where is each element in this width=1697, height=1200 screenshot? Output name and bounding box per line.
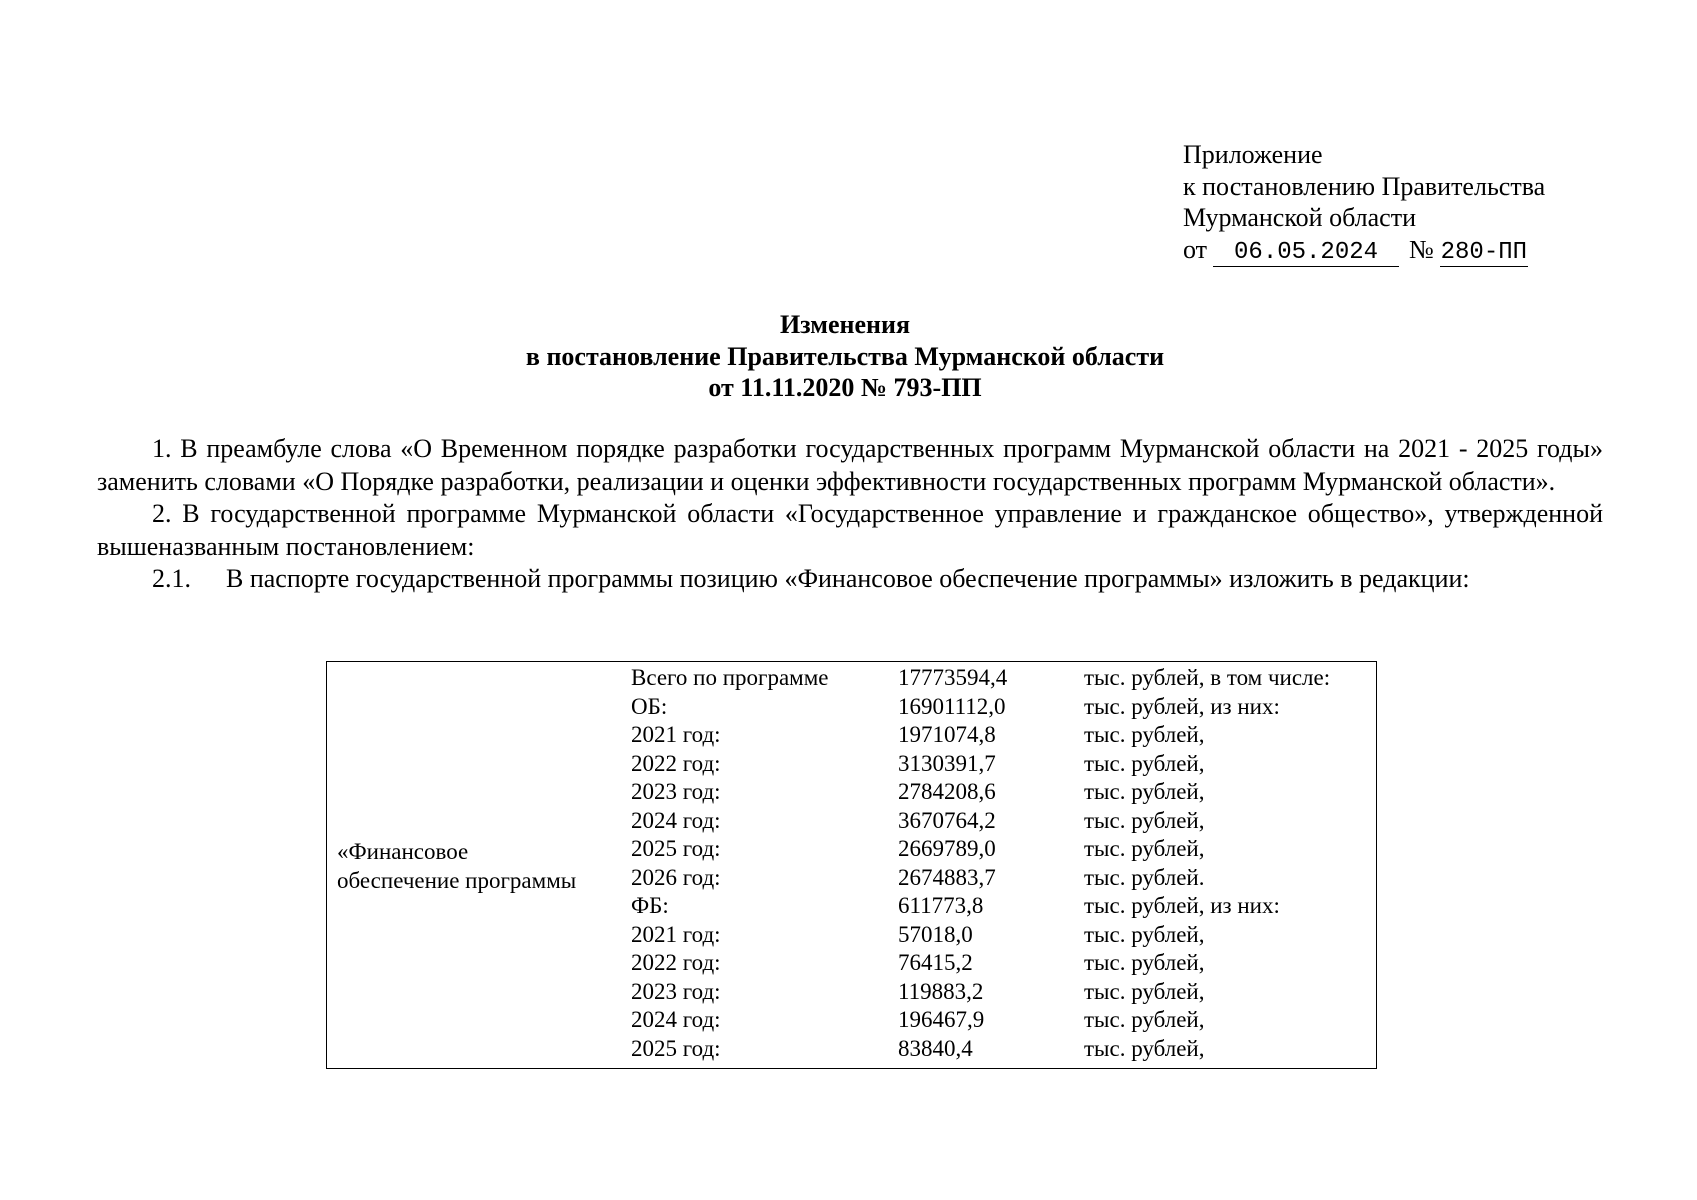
title-line-1: Изменения: [779, 310, 911, 339]
paragraph-2-1-text: В паспорте государственной программы позицию «Финансовое обеспечение программы» изложить в редакции:: [226, 564, 1470, 593]
approval-number: 280-ПП: [1440, 238, 1528, 266]
paragraph-2-1: [97, 563, 1603, 596]
row-value: 611773,8: [898, 893, 984, 918]
row-value: 196467,9: [898, 1007, 985, 1032]
row-value: 3670764,2: [898, 807, 996, 833]
approval-line-3: Мурманской области: [1183, 203, 1416, 232]
row-unit: тыс. рублей,: [1084, 978, 1205, 1004]
row-unit: тыс. рублей,: [1084, 836, 1205, 861]
row-label: 2026 год:: [631, 864, 721, 890]
approval-line-2: к постановлению Правительства: [1183, 171, 1546, 201]
table-row: [327, 721, 1376, 750]
table-row: [327, 693, 1376, 722]
row-label: 2024 год:: [631, 807, 721, 833]
row-value: 2669789,0: [898, 836, 996, 861]
row-value: 2784208,6: [898, 779, 996, 804]
approval-from-label: от: [1183, 234, 1208, 264]
table-row: [327, 1006, 1376, 1035]
approval-date-line: [1183, 234, 1545, 267]
row-value: 17773594,4: [898, 665, 1008, 690]
title-line-3: от 11.11.2020 № 793-ПП: [708, 373, 982, 402]
table-row: [327, 807, 1376, 836]
title-line-2: в постановление Правительства Мурманской области: [525, 341, 1165, 371]
paragraph-1: 1. В преамбуле слова «О Временном порядке разработки государственных программ Мурманской области на 2021 - 2025 годы» заменить словами «О Порядке разработки, реализации и оценки эффективности государственных программ Мурманской области».: [97, 434, 1603, 496]
row-label: 2022 год:: [631, 750, 721, 776]
table-row: [327, 864, 1376, 893]
row-unit: тыс. рублей,: [1084, 950, 1205, 975]
row-unit: тыс. рублей,: [1084, 722, 1205, 747]
row-unit: тыс. рублей,: [1084, 1035, 1205, 1061]
row-label: 2025 год:: [631, 1035, 721, 1061]
approval-line-1: Приложение: [1183, 140, 1323, 169]
row-value: 3130391,7: [898, 750, 996, 776]
financing-rows: [327, 664, 1376, 1063]
table-row: [327, 750, 1376, 779]
row-label: 2023 год:: [631, 978, 721, 1004]
financing-label-line-1: «Финансовое: [337, 839, 469, 864]
row-label: ОБ:: [631, 693, 668, 719]
table-row: [327, 664, 1376, 693]
financing-label-line-2: обеспечение программы: [337, 867, 577, 893]
row-unit: тыс. рублей,: [1084, 779, 1205, 804]
row-unit: тыс. рублей,: [1084, 750, 1205, 776]
row-unit: тыс. рублей.: [1084, 864, 1205, 890]
approval-stamp: [1183, 139, 1545, 267]
row-label: 2024 год:: [631, 1007, 721, 1032]
paragraph-2: 2. В государственной программе Мурманской области «Государственное управление и гражданское общество», утвержденной вышеназванным постановлением:: [97, 499, 1603, 561]
approval-date: 06.05.2024: [1213, 240, 1399, 267]
table-row: [327, 949, 1376, 978]
row-label: 2021 год:: [631, 921, 721, 947]
table-row: [327, 778, 1376, 807]
row-value: 119883,2: [898, 978, 984, 1004]
row-unit: тыс. рублей, в том числе:: [1084, 665, 1331, 690]
paragraph-2-1-number: 2.1.: [152, 564, 191, 593]
row-label: Всего по программе: [631, 665, 829, 690]
row-value: 16901112,0: [898, 693, 1006, 719]
row-label: 2023 год:: [631, 779, 721, 804]
row-value: 57018,0: [898, 921, 973, 947]
table-row: [327, 921, 1376, 950]
row-label: 2022 год:: [631, 950, 721, 975]
row-label: 2025 год:: [631, 836, 721, 861]
row-label: ФБ:: [631, 893, 669, 918]
table-row: [327, 978, 1376, 1007]
document-body: [97, 433, 1603, 596]
financing-table: [326, 661, 1377, 1069]
row-value: 2674883,7: [898, 864, 996, 890]
row-unit: тыс. рублей,: [1084, 807, 1205, 833]
row-value: 1971074,8: [898, 722, 996, 747]
table-row: [327, 835, 1376, 864]
row-label: 2021 год:: [631, 722, 721, 747]
row-unit: тыс. рублей,: [1084, 1007, 1205, 1032]
approval-number-sign: №: [1409, 234, 1434, 264]
table-row: [327, 892, 1376, 921]
document-title: [0, 309, 1697, 404]
row-unit: тыс. рублей, из них:: [1084, 893, 1280, 918]
row-value: 76415,2: [898, 950, 973, 975]
row-unit: тыс. рублей,: [1084, 921, 1205, 947]
row-value: 83840,4: [898, 1035, 973, 1061]
row-unit: тыс. рублей, из них:: [1084, 693, 1280, 719]
table-row: [327, 1035, 1376, 1064]
